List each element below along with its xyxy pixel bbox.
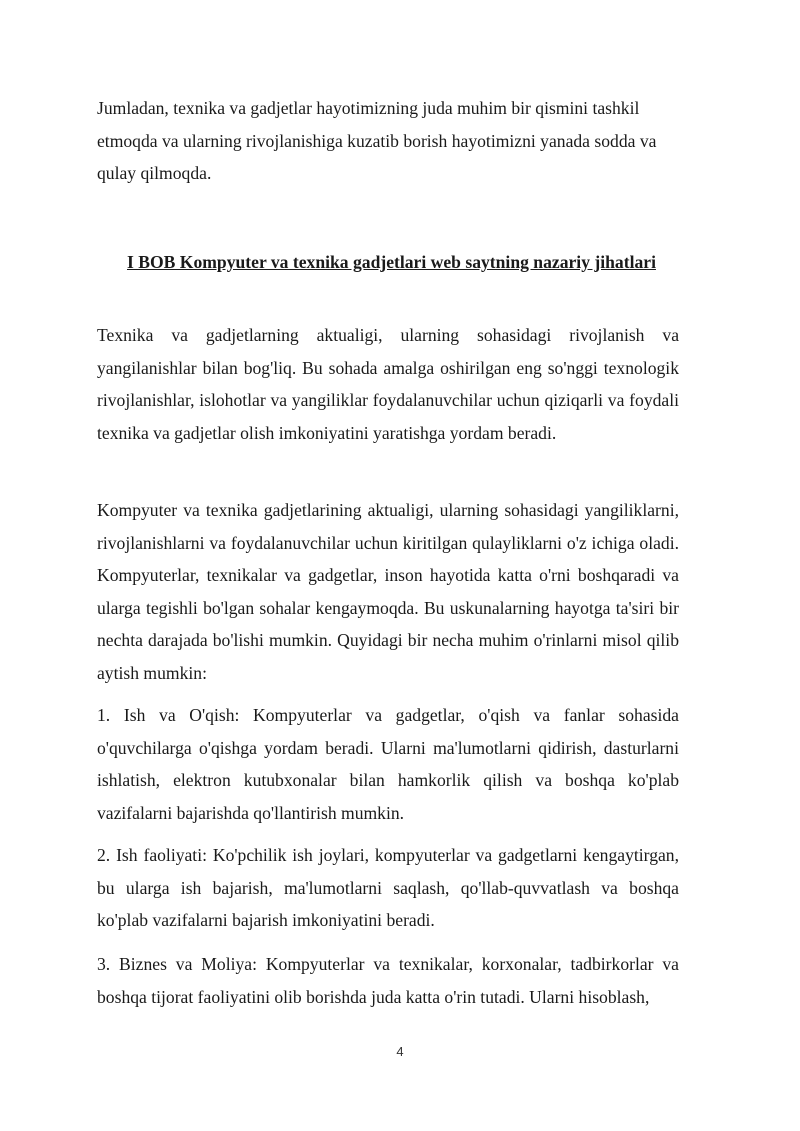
chapter-heading: I BOB Kompyuter va texnika gadjetlari web saytning nazariy jihatlari (127, 252, 656, 272)
computers-paragraph: Kompyuter va texnika gadjetlarining aktualigi, ularning sohasidagi yangiliklarni, rivojlanishlarni va foydalanuvchilar uchun kiritilgan qulayliklarni o'z ichiga oladi. Kompyuterlar, texnikalar va gadgetlar, inson hayotida katta o'rni boshqaradi va ularga tegishli bo'lgan sohalar kengaymoqda. Bu uskunalarning hayotga ta'siri bir nechta darajada bo'lishi mumkin. Quyidagi bir necha muhim o'rinlarni misol qilib aytish mumkin: (97, 500, 679, 683)
list-item-work-activity: 2. Ish faoliyati: Ko'pchilik ish joylari, kompyuterlar va gadgetlarni kengaytirgan, bu ularga ish bajarish, ma'lumotlarni saqlash, qo'llab-quvvatlash va boshqa ko'plab vazifalarni bajarish imkoniyatini beradi. (97, 845, 679, 931)
list-item-business-finance: 3. Biznes va Moliya: Kompyuterlar va texnikalar, korxonalar, tadbirkorlar va boshqa tijorat faoliyatini olib borishda juda katta o'rin tutadi. Ularni hisoblash, (97, 954, 679, 1007)
list-item-work-study: 1. Ish va O'qish: Kompyuterlar va gadgetlar, o'qish va fanlar sohasida o'quvchilarga o'qishga yordam beradi. Ularni ma'lumotlarni qidirish, dasturlarni ishlatish, elektron kutubxonalar bilan hamkorlik qilish va boshqa ko'plab vazifalarni bajarishda qo'llantirish mumkin. (97, 705, 679, 823)
page-number: 4 (396, 1044, 404, 1059)
relevance-paragraph: Texnika va gadjetlarning aktualigi, ularning sohasidagi rivojlanish va yangilanishlar bilan bog'liq. Bu sohada amalga oshirilgan eng so'nggi texnologik rivojlanishlar, islohotlar va yangiliklar foydalanuvchilar uchun qiziqarli va foydali texnika va gadjetlar olish imkoniyatini yaratishga yordam beradi. (97, 325, 679, 443)
intro-paragraph: Jumladan, texnika va gadjetlar hayotimizning juda muhim bir qismini tashkil etmoqda va ularning rivojlanishiga kuzatib borish hayotimizni yanada sodda va qulay qilmoqda. (97, 98, 657, 184)
